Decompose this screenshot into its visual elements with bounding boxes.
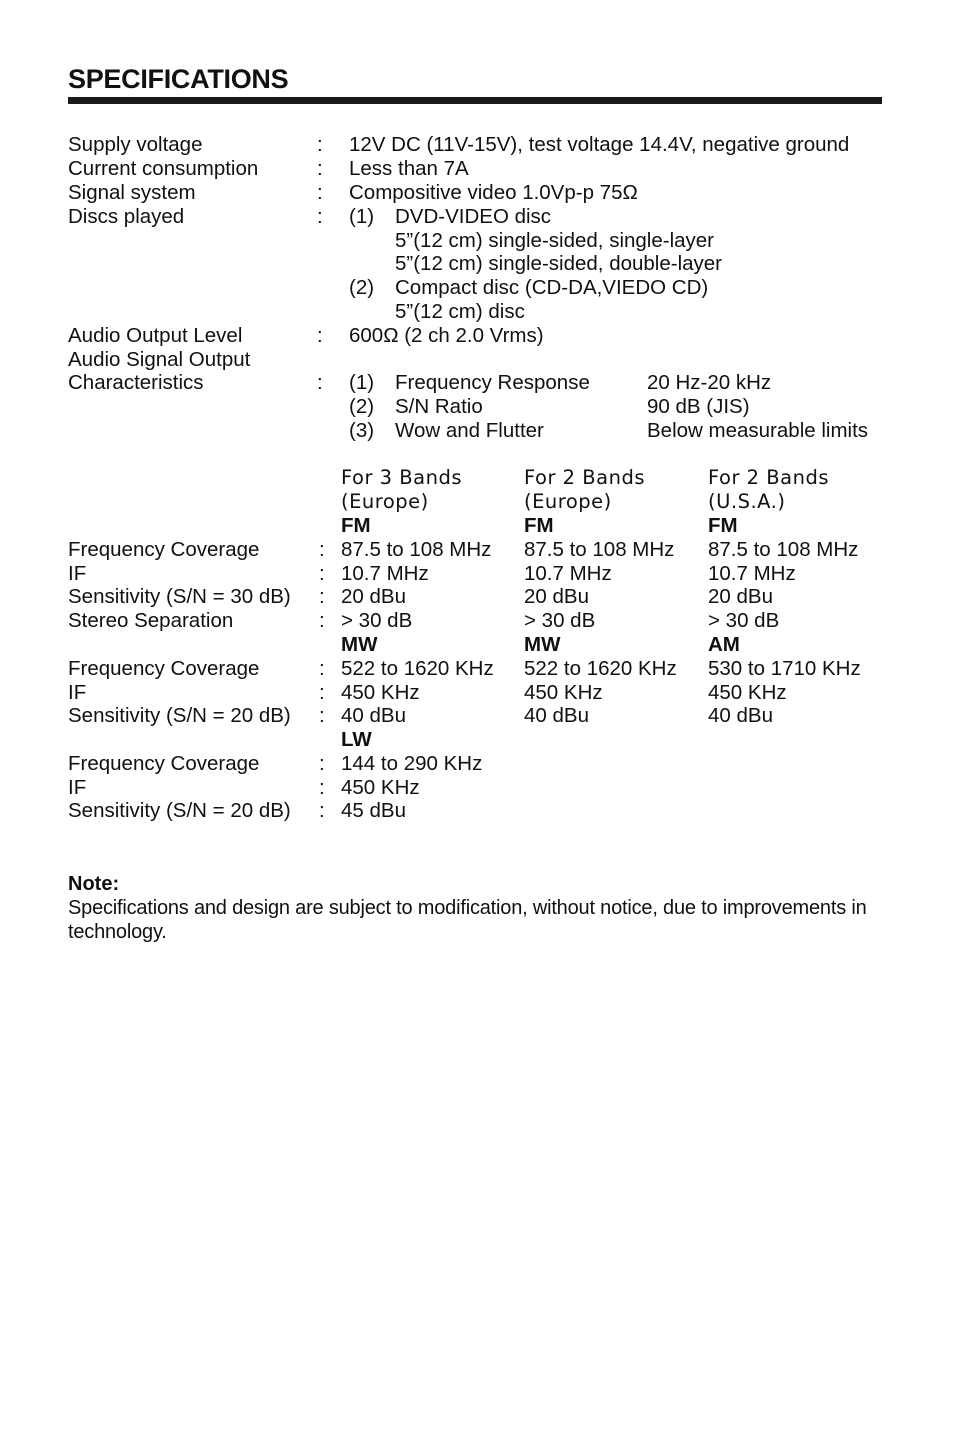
tuner-value: 40 dBu <box>524 704 589 727</box>
title-rule <box>68 97 882 104</box>
tuner-value: 522 to 1620 KHz <box>524 657 677 680</box>
spec-label: Current consumption <box>68 157 259 180</box>
spec-value: 12V DC (11V-15V), test voltage 14.4V, negative ground <box>349 133 850 156</box>
tuner-separator: : <box>319 585 325 608</box>
tuner-value: 87.5 to 108 MHz <box>524 538 675 561</box>
column-header: (Europe) <box>524 490 612 513</box>
tuner-value: > 30 dB <box>341 609 413 632</box>
tuner-label: Frequency Coverage <box>68 657 260 680</box>
note-body: Specifications and design are subject to modification, without notice, due to improvements in technology. <box>68 897 867 943</box>
tuner-label: Frequency Coverage <box>68 538 260 561</box>
band-heading: FM <box>708 514 738 537</box>
tuner-separator: : <box>319 776 325 799</box>
audio-item-number: (2) <box>349 395 375 418</box>
band-heading: MW <box>341 633 378 656</box>
tuner-value: 144 to 290 KHz <box>341 752 483 775</box>
disc-item-line: 5”(12 cm) single-sided, single-layer <box>395 229 715 252</box>
spec-label: Characteristics <box>68 371 204 394</box>
audio-item-value: 90 dB (JIS) <box>647 395 750 418</box>
column-header: For 3 Bands <box>341 466 462 489</box>
tuner-value: 10.7 MHz <box>708 562 796 585</box>
spec-label: Signal system <box>68 181 196 204</box>
spec-label: Audio Output Level <box>68 324 243 347</box>
tuner-value: 450 KHz <box>341 776 420 799</box>
tuner-value: > 30 dB <box>708 609 780 632</box>
tuner-value: 522 to 1620 KHz <box>341 657 494 680</box>
tuner-value: 10.7 MHz <box>341 562 429 585</box>
tuner-value: 450 KHz <box>524 681 603 704</box>
tuner-value: 45 dBu <box>341 799 406 822</box>
spec-separator: : <box>317 324 323 347</box>
disc-item-number: (1) <box>349 205 375 228</box>
page-title: SPECIFICATIONS <box>68 64 289 94</box>
audio-item-name: Wow and Flutter <box>395 419 544 442</box>
spec-label: Supply voltage <box>68 133 203 156</box>
tuner-separator: : <box>319 538 325 561</box>
band-heading: AM <box>708 633 740 656</box>
disc-item-line: 5”(12 cm) single-sided, double-layer <box>395 252 723 275</box>
disc-item-number: (2) <box>349 276 375 299</box>
tuner-value: 530 to 1710 KHz <box>708 657 861 680</box>
spec-value: 600Ω (2 ch 2.0 Vrms) <box>349 324 544 347</box>
tuner-value: 20 dBu <box>708 585 773 608</box>
tuner-label: Sensitivity (S/N = 20 dB) <box>68 799 291 822</box>
band-heading: FM <box>341 514 371 537</box>
spec-separator: : <box>317 181 323 204</box>
band-heading: MW <box>524 633 561 656</box>
spec-label: Discs played <box>68 205 185 228</box>
disc-item-line: DVD-VIDEO disc <box>395 205 552 228</box>
tuner-label: IF <box>68 562 87 585</box>
tuner-value: 87.5 to 108 MHz <box>341 538 492 561</box>
audio-item-number: (3) <box>349 419 375 442</box>
spec-separator: : <box>317 205 323 228</box>
tuner-separator: : <box>319 609 325 632</box>
tuner-label: Frequency Coverage <box>68 752 260 775</box>
tuner-value: 40 dBu <box>708 704 773 727</box>
column-header: For 2 Bands <box>708 466 829 489</box>
audio-item-value: Below measurable limits <box>647 419 869 442</box>
tuner-value: 20 dBu <box>524 585 589 608</box>
tuner-value: 20 dBu <box>341 585 406 608</box>
spec-separator: : <box>317 133 323 156</box>
tuner-value: 450 KHz <box>341 681 420 704</box>
tuner-value: 87.5 to 108 MHz <box>708 538 859 561</box>
column-header: (Europe) <box>341 490 429 513</box>
spec-separator: : <box>317 157 323 180</box>
tuner-label: IF <box>68 776 87 799</box>
tuner-label: Sensitivity (S/N = 30 dB) <box>68 585 291 608</box>
band-heading: LW <box>341 728 372 751</box>
note-heading: Note: <box>68 873 120 895</box>
audio-item-name: Frequency Response <box>395 371 590 394</box>
tuner-separator: : <box>319 752 325 775</box>
tuner-label: Stereo Separation <box>68 609 234 632</box>
tuner-value: > 30 dB <box>524 609 596 632</box>
band-heading: FM <box>524 514 554 537</box>
tuner-label: Sensitivity (S/N = 20 dB) <box>68 704 291 727</box>
audio-item-name: S/N Ratio <box>395 395 483 418</box>
disc-item-line: Compact disc (CD-DA,VIEDO CD) <box>395 276 709 299</box>
tuner-separator: : <box>319 681 325 704</box>
tuner-separator: : <box>319 562 325 585</box>
spec-value: Less than 7A <box>349 157 469 180</box>
audio-item-value: 20 Hz-20 kHz <box>647 371 772 394</box>
spec-separator: : <box>317 371 323 394</box>
tuner-separator: : <box>319 657 325 680</box>
column-header: (U.S.A.) <box>708 490 786 513</box>
spec-label: Audio Signal Output <box>68 348 251 371</box>
tuner-separator: : <box>319 704 325 727</box>
audio-item-number: (1) <box>349 371 375 394</box>
column-header: For 2 Bands <box>524 466 645 489</box>
disc-item-line: 5”(12 cm) disc <box>395 300 525 323</box>
tuner-separator: : <box>319 799 325 822</box>
tuner-value: 450 KHz <box>708 681 787 704</box>
tuner-label: IF <box>68 681 87 704</box>
spec-value: Compositive video 1.0Vp-p 75Ω <box>349 181 638 204</box>
tuner-value: 10.7 MHz <box>524 562 612 585</box>
tuner-value: 40 dBu <box>341 704 406 727</box>
